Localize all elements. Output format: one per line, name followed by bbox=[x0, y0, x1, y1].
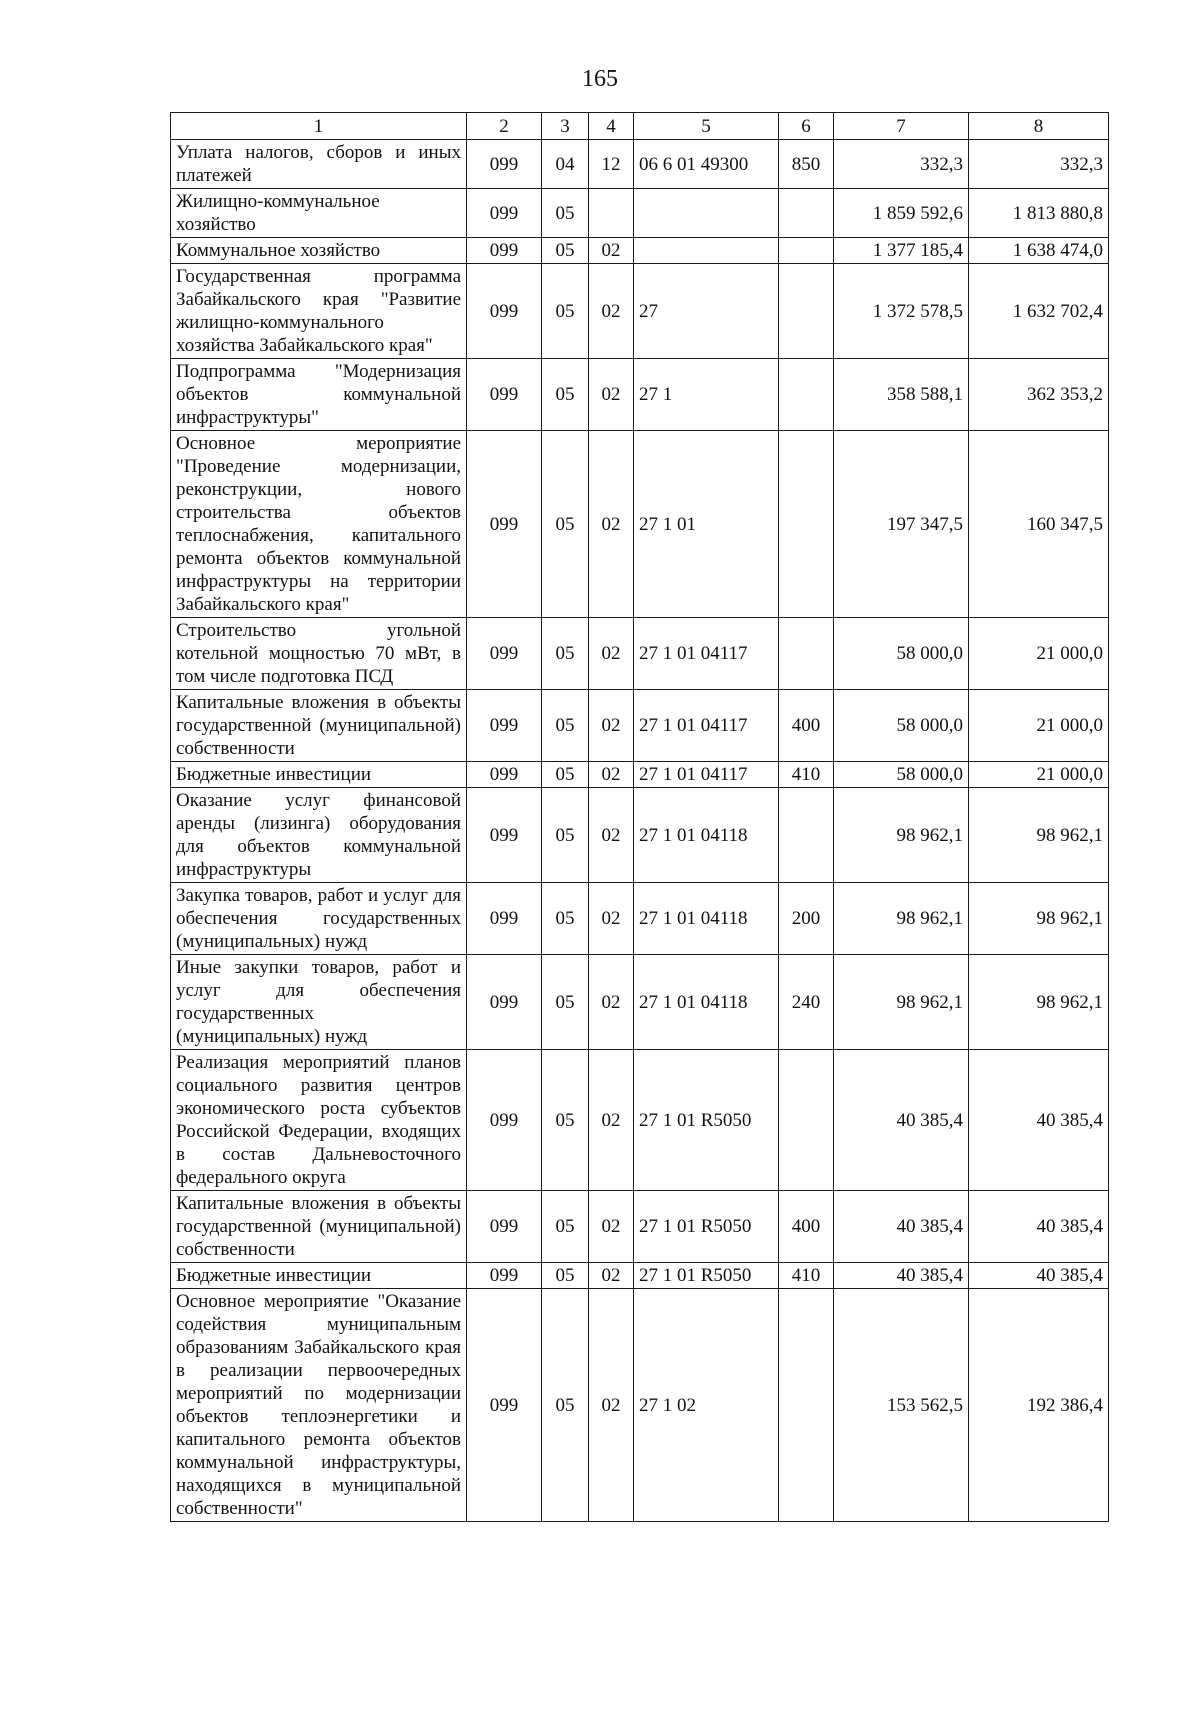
target-article-cell: 27 1 01 04117 bbox=[634, 618, 779, 690]
target-article-cell bbox=[634, 238, 779, 264]
table-row bbox=[171, 238, 1109, 264]
section-code-cell: 05 bbox=[542, 883, 589, 955]
section-code-cell: 05 bbox=[542, 1050, 589, 1191]
expense-type-cell: 400 bbox=[779, 1191, 834, 1263]
column-header: 8 bbox=[969, 113, 1109, 140]
subsection-code-cell: 02 bbox=[589, 359, 634, 431]
item-name-cell: Основное мероприятие "Проведение модернизации, реконструкции, нового строительства объектов теплоснабжения, капитального ремонта объектов коммунальной инфраструктуры на территории Забайкальского края" bbox=[171, 431, 467, 618]
section-code-cell: 05 bbox=[542, 1191, 589, 1263]
ministry-code-cell: 099 bbox=[467, 359, 542, 431]
column-header: 6 bbox=[779, 113, 834, 140]
target-article-cell bbox=[634, 189, 779, 238]
amount-col7-cell: 58 000,0 bbox=[834, 690, 969, 762]
section-code-cell: 05 bbox=[542, 431, 589, 618]
target-article-cell: 27 1 01 04118 bbox=[634, 788, 779, 883]
section-code-cell: 05 bbox=[542, 238, 589, 264]
item-name-cell: Государственная программа Забайкальского края "Развитие жилищно-коммунального хозяйства Забайкальского края" bbox=[171, 264, 467, 359]
ministry-code-cell: 099 bbox=[467, 140, 542, 189]
target-article-cell: 27 1 01 R5050 bbox=[634, 1191, 779, 1263]
expense-type-cell: 400 bbox=[779, 690, 834, 762]
amount-col8-cell: 332,3 bbox=[969, 140, 1109, 189]
table-row bbox=[171, 955, 1109, 1050]
subsection-code-cell bbox=[589, 189, 634, 238]
item-name-cell: Бюджетные инвестиции bbox=[171, 762, 467, 788]
section-code-cell: 05 bbox=[542, 618, 589, 690]
amount-col7-cell: 58 000,0 bbox=[834, 618, 969, 690]
target-article-cell: 27 1 bbox=[634, 359, 779, 431]
table-row bbox=[171, 189, 1109, 238]
section-code-cell: 05 bbox=[542, 955, 589, 1050]
amount-col7-cell: 153 562,5 bbox=[834, 1289, 969, 1522]
expense-type-cell: 410 bbox=[779, 1263, 834, 1289]
subsection-code-cell: 02 bbox=[589, 883, 634, 955]
target-article-cell: 27 1 01 04118 bbox=[634, 883, 779, 955]
section-code-cell: 05 bbox=[542, 189, 589, 238]
table-row bbox=[171, 1263, 1109, 1289]
target-article-cell: 27 1 02 bbox=[634, 1289, 779, 1522]
amount-col8-cell: 192 386,4 bbox=[969, 1289, 1109, 1522]
column-header: 7 bbox=[834, 113, 969, 140]
item-name-cell: Иные закупки товаров, работ и услуг для обеспечения государственных (муниципальных) нужд bbox=[171, 955, 467, 1050]
amount-col7-cell: 98 962,1 bbox=[834, 883, 969, 955]
amount-col8-cell: 362 353,2 bbox=[969, 359, 1109, 431]
expense-type-cell bbox=[779, 1050, 834, 1191]
ministry-code-cell: 099 bbox=[467, 1263, 542, 1289]
table-row bbox=[171, 140, 1109, 189]
section-code-cell: 05 bbox=[542, 788, 589, 883]
amount-col8-cell: 98 962,1 bbox=[969, 788, 1109, 883]
target-article-cell: 27 1 01 R5050 bbox=[634, 1050, 779, 1191]
ministry-code-cell: 099 bbox=[467, 189, 542, 238]
expense-type-cell: 200 bbox=[779, 883, 834, 955]
amount-col8-cell: 40 385,4 bbox=[969, 1263, 1109, 1289]
column-header: 1 bbox=[171, 113, 467, 140]
column-header: 3 bbox=[542, 113, 589, 140]
expense-type-cell bbox=[779, 618, 834, 690]
section-code-cell: 05 bbox=[542, 359, 589, 431]
table-row bbox=[171, 788, 1109, 883]
subsection-code-cell: 02 bbox=[589, 1191, 634, 1263]
subsection-code-cell: 02 bbox=[589, 431, 634, 618]
column-header: 4 bbox=[589, 113, 634, 140]
expense-type-cell: 410 bbox=[779, 762, 834, 788]
table-row bbox=[171, 359, 1109, 431]
amount-col8-cell: 21 000,0 bbox=[969, 618, 1109, 690]
section-code-cell: 05 bbox=[542, 1263, 589, 1289]
amount-col7-cell: 40 385,4 bbox=[834, 1263, 969, 1289]
table-row bbox=[171, 1289, 1109, 1522]
amount-col7-cell: 1 859 592,6 bbox=[834, 189, 969, 238]
amount-col7-cell: 98 962,1 bbox=[834, 955, 969, 1050]
amount-col7-cell: 40 385,4 bbox=[834, 1191, 969, 1263]
table-row bbox=[171, 762, 1109, 788]
page-number: 165 bbox=[582, 66, 618, 92]
amount-col7-cell: 358 588,1 bbox=[834, 359, 969, 431]
subsection-code-cell: 02 bbox=[589, 264, 634, 359]
item-name-cell: Жилищно-коммунальное хозяйство bbox=[171, 189, 467, 238]
amount-col7-cell: 1 377 185,4 bbox=[834, 238, 969, 264]
subsection-code-cell: 02 bbox=[589, 1263, 634, 1289]
ministry-code-cell: 099 bbox=[467, 1289, 542, 1522]
section-code-cell: 05 bbox=[542, 1289, 589, 1522]
amount-col7-cell: 332,3 bbox=[834, 140, 969, 189]
subsection-code-cell: 02 bbox=[589, 955, 634, 1050]
ministry-code-cell: 099 bbox=[467, 1050, 542, 1191]
amount-col8-cell: 160 347,5 bbox=[969, 431, 1109, 618]
subsection-code-cell: 02 bbox=[589, 238, 634, 264]
item-name-cell: Подпрограмма "Модернизация объектов коммунальной инфраструктуры" bbox=[171, 359, 467, 431]
expense-type-cell bbox=[779, 189, 834, 238]
amount-col8-cell: 1 638 474,0 bbox=[969, 238, 1109, 264]
amount-col8-cell: 21 000,0 bbox=[969, 762, 1109, 788]
item-name-cell: Капитальные вложения в объекты государственной (муниципальной) собственности bbox=[171, 1191, 467, 1263]
expense-type-cell: 850 bbox=[779, 140, 834, 189]
section-code-cell: 05 bbox=[542, 762, 589, 788]
amount-col7-cell: 40 385,4 bbox=[834, 1050, 969, 1191]
subsection-code-cell: 02 bbox=[589, 690, 634, 762]
item-name-cell: Строительство угольной котельной мощностью 70 мВт, в том числе подготовка ПСД bbox=[171, 618, 467, 690]
table-header-row bbox=[171, 113, 1109, 140]
ministry-code-cell: 099 bbox=[467, 690, 542, 762]
item-name-cell: Бюджетные инвестиции bbox=[171, 1263, 467, 1289]
expense-type-cell bbox=[779, 264, 834, 359]
section-code-cell: 04 bbox=[542, 140, 589, 189]
table-row bbox=[171, 883, 1109, 955]
target-article-cell: 27 1 01 04118 bbox=[634, 955, 779, 1050]
amount-col8-cell: 98 962,1 bbox=[969, 883, 1109, 955]
target-article-cell: 27 bbox=[634, 264, 779, 359]
ministry-code-cell: 099 bbox=[467, 238, 542, 264]
ministry-code-cell: 099 bbox=[467, 431, 542, 618]
table-row bbox=[171, 264, 1109, 359]
subsection-code-cell: 02 bbox=[589, 1050, 634, 1191]
item-name-cell: Закупка товаров, работ и услуг для обеспечения государственных (муниципальных) нужд bbox=[171, 883, 467, 955]
ministry-code-cell: 099 bbox=[467, 788, 542, 883]
expense-type-cell bbox=[779, 788, 834, 883]
subsection-code-cell: 02 bbox=[589, 1289, 634, 1522]
amount-col8-cell: 40 385,4 bbox=[969, 1191, 1109, 1263]
amount-col8-cell: 21 000,0 bbox=[969, 690, 1109, 762]
target-article-cell: 06 6 01 49300 bbox=[634, 140, 779, 189]
expense-type-cell bbox=[779, 431, 834, 618]
column-header: 2 bbox=[467, 113, 542, 140]
table-row bbox=[171, 618, 1109, 690]
budget-table bbox=[170, 112, 1109, 1522]
section-code-cell: 05 bbox=[542, 264, 589, 359]
ministry-code-cell: 099 bbox=[467, 883, 542, 955]
expense-type-cell: 240 bbox=[779, 955, 834, 1050]
item-name-cell: Основное мероприятие "Оказание содействия муниципальным образованиям Забайкальского края в реализации первоочередных мероприятий по модернизации объектов теплоэнергетики и капитального ремонта объектов коммунальной инфраструктуры, находящихся в муниципальной собственности" bbox=[171, 1289, 467, 1522]
amount-col7-cell: 58 000,0 bbox=[834, 762, 969, 788]
ministry-code-cell: 099 bbox=[467, 955, 542, 1050]
ministry-code-cell: 099 bbox=[467, 618, 542, 690]
item-name-cell: Реализация мероприятий планов социального развития центров экономического роста субъектов Российской Федерации, входящих в состав Дальневосточного федерального округа bbox=[171, 1050, 467, 1191]
target-article-cell: 27 1 01 04117 bbox=[634, 690, 779, 762]
ministry-code-cell: 099 bbox=[467, 264, 542, 359]
target-article-cell: 27 1 01 R5050 bbox=[634, 1263, 779, 1289]
item-name-cell: Уплата налогов, сборов и иных платежей bbox=[171, 140, 467, 189]
table-row bbox=[171, 431, 1109, 618]
section-code-cell: 05 bbox=[542, 690, 589, 762]
target-article-cell: 27 1 01 04117 bbox=[634, 762, 779, 788]
item-name-cell: Капитальные вложения в объекты государственной (муниципальной) собственности bbox=[171, 690, 467, 762]
amount-col7-cell: 98 962,1 bbox=[834, 788, 969, 883]
subsection-code-cell: 02 bbox=[589, 788, 634, 883]
subsection-code-cell: 12 bbox=[589, 140, 634, 189]
column-header: 5 bbox=[634, 113, 779, 140]
table-body bbox=[171, 140, 1109, 1522]
ministry-code-cell: 099 bbox=[467, 762, 542, 788]
expense-type-cell bbox=[779, 238, 834, 264]
ministry-code-cell: 099 bbox=[467, 1191, 542, 1263]
table-row bbox=[171, 1050, 1109, 1191]
amount-col8-cell: 98 962,1 bbox=[969, 955, 1109, 1050]
subsection-code-cell: 02 bbox=[589, 762, 634, 788]
table-row bbox=[171, 1191, 1109, 1263]
expense-type-cell bbox=[779, 1289, 834, 1522]
table-row bbox=[171, 690, 1109, 762]
amount-col7-cell: 1 372 578,5 bbox=[834, 264, 969, 359]
expense-type-cell bbox=[779, 359, 834, 431]
amount-col8-cell: 40 385,4 bbox=[969, 1050, 1109, 1191]
amount-col8-cell: 1 813 880,8 bbox=[969, 189, 1109, 238]
amount-col7-cell: 197 347,5 bbox=[834, 431, 969, 618]
subsection-code-cell: 02 bbox=[589, 618, 634, 690]
item-name-cell: Коммунальное хозяйство bbox=[171, 238, 467, 264]
target-article-cell: 27 1 01 bbox=[634, 431, 779, 618]
amount-col8-cell: 1 632 702,4 bbox=[969, 264, 1109, 359]
item-name-cell: Оказание услуг финансовой аренды (лизинга) оборудования для объектов коммунальной инфраструктуры bbox=[171, 788, 467, 883]
